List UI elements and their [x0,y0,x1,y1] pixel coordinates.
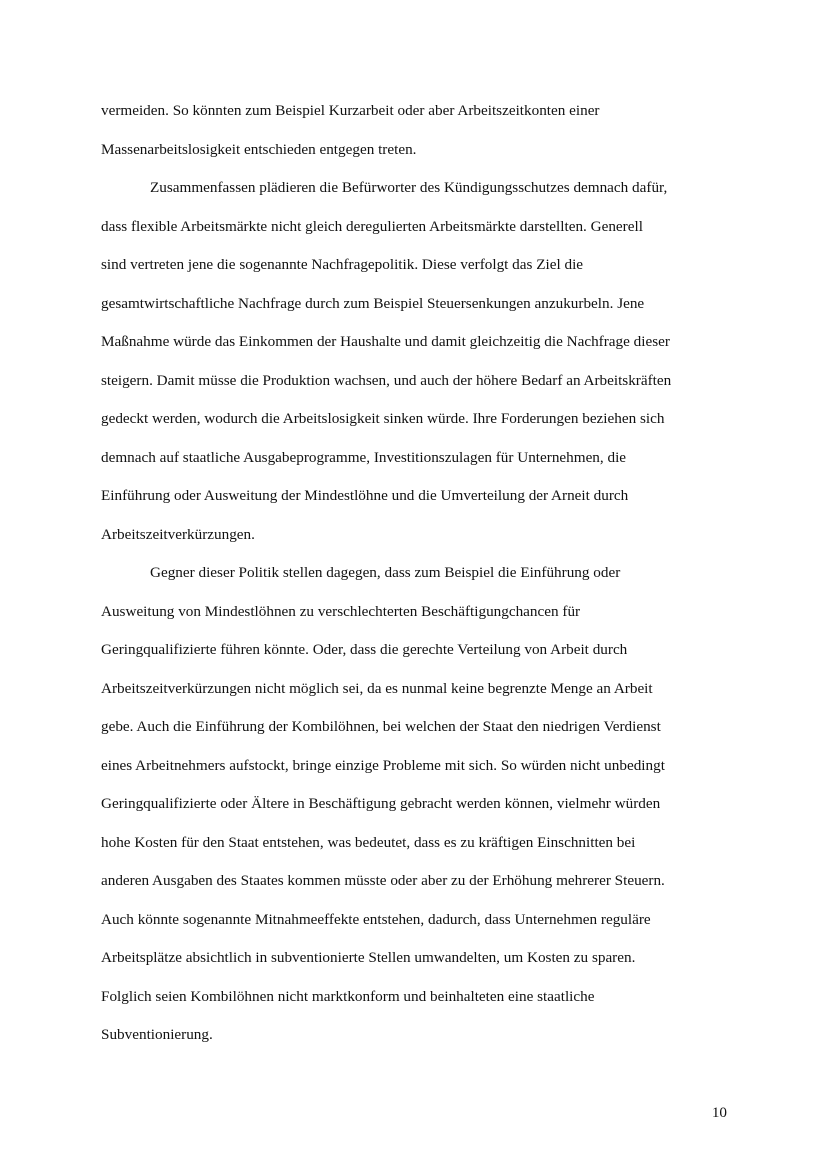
paragraph-3-line-11: Arbeitsplätze absichtlich in subventionierte Stellen umwandelten, um Kosten zu sparen. [101,949,636,966]
paragraph-2-line-7: gedeckt werden, wodurch die Arbeitslosigkeit sinken würde. Ihre Forderungen beziehen sich [101,410,665,427]
paragraph-3-line-5: gebe. Auch die Einführung der Kombilöhnen, bei welchen der Staat den niedrigen Verdienst [101,718,661,735]
paragraph-3-line-6: eines Arbeitnehmers aufstockt, bringe einzige Probleme mit sich. So würden nicht unbedingt [101,757,665,774]
paragraph-3-line-1: Gegner dieser Politik stellen dagegen, dass zum Beispiel die Einführung oder [150,564,621,581]
paragraph-2-line-10: Arbeitszeitverkürzungen. [101,526,255,543]
paragraph-3-line-10: Auch könnte sogenannte Mitnahmeeffekte entstehen, dadurch, dass Unternehmen reguläre [101,911,651,928]
paragraph-3-line-9: anderen Ausgaben des Staates kommen müsste oder aber zu der Erhöhung mehrerer Steuern. [101,872,665,889]
paragraph-3-line-13: Subventionierung. [101,1026,213,1043]
paragraph-3-line-3: Geringqualifizierte führen könnte. Oder, dass die gerechte Verteilung von Arbeit durch [101,641,628,658]
paragraph-2-line-4: gesamtwirtschaftliche Nachfrage durch zum Beispiel Steuersenkungen anzukurbeln. Jene [101,295,645,312]
page-number: 10 [711,1104,727,1121]
paragraph-2-line-5: Maßnahme würde das Einkommen der Haushalte und damit gleichzeitig die Nachfrage dieser [101,333,670,350]
paragraph-2-line-8: demnach auf staatliche Ausgabeprogramme, Investitionszulagen für Unternehmen, die [101,449,627,466]
paragraph-1-line-2: Massenarbeitslosigkeit entschieden entgegen treten. [101,141,417,158]
paragraph-3-line-12: Folglich seien Kombilöhnen nicht marktkonform und beinhalteten eine staatliche [101,988,595,1005]
paragraph-2-line-3: sind vertreten jene die sogenannte Nachfragepolitik. Diese verfolgt das Ziel die [101,256,584,273]
paragraph-3-line-8: hohe Kosten für den Staat entstehen, was bedeutet, dass es zu kräftigen Einschnitten bei [101,834,636,851]
paragraph-3-line-2: Ausweitung von Mindestlöhnen zu verschlechterten Beschäftigungchancen für [101,603,581,620]
paragraph-2-line-1: Zusammenfassen plädieren die Befürworter des Kündigungsschutzes demnach dafür, [150,179,668,196]
paragraph-2-line-9: Einführung oder Ausweitung der Mindestlöhne und die Umverteilung der Arneit durch [101,487,629,504]
paragraph-1-line-1: vermeiden. So könnten zum Beispiel Kurzarbeit oder aber Arbeitszeitkonten einer [101,102,600,119]
paragraph-2-line-2: dass flexible Arbeitsmärkte nicht gleich deregulierten Arbeitsmärkte darstellten. Generell [101,218,643,235]
paragraph-2-line-6: steigern. Damit müsse die Produktion wachsen, und auch der höhere Bedarf an Arbeitskräften [101,372,672,389]
paragraph-3-line-4: Arbeitszeitverkürzungen nicht möglich sei, da es nunmal keine begrenzte Menge an Arbeit [101,680,653,697]
paragraph-3-line-7: Geringqualifizierte oder Ältere in Beschäftigung gebracht werden können, vielmehr würden [101,795,661,812]
